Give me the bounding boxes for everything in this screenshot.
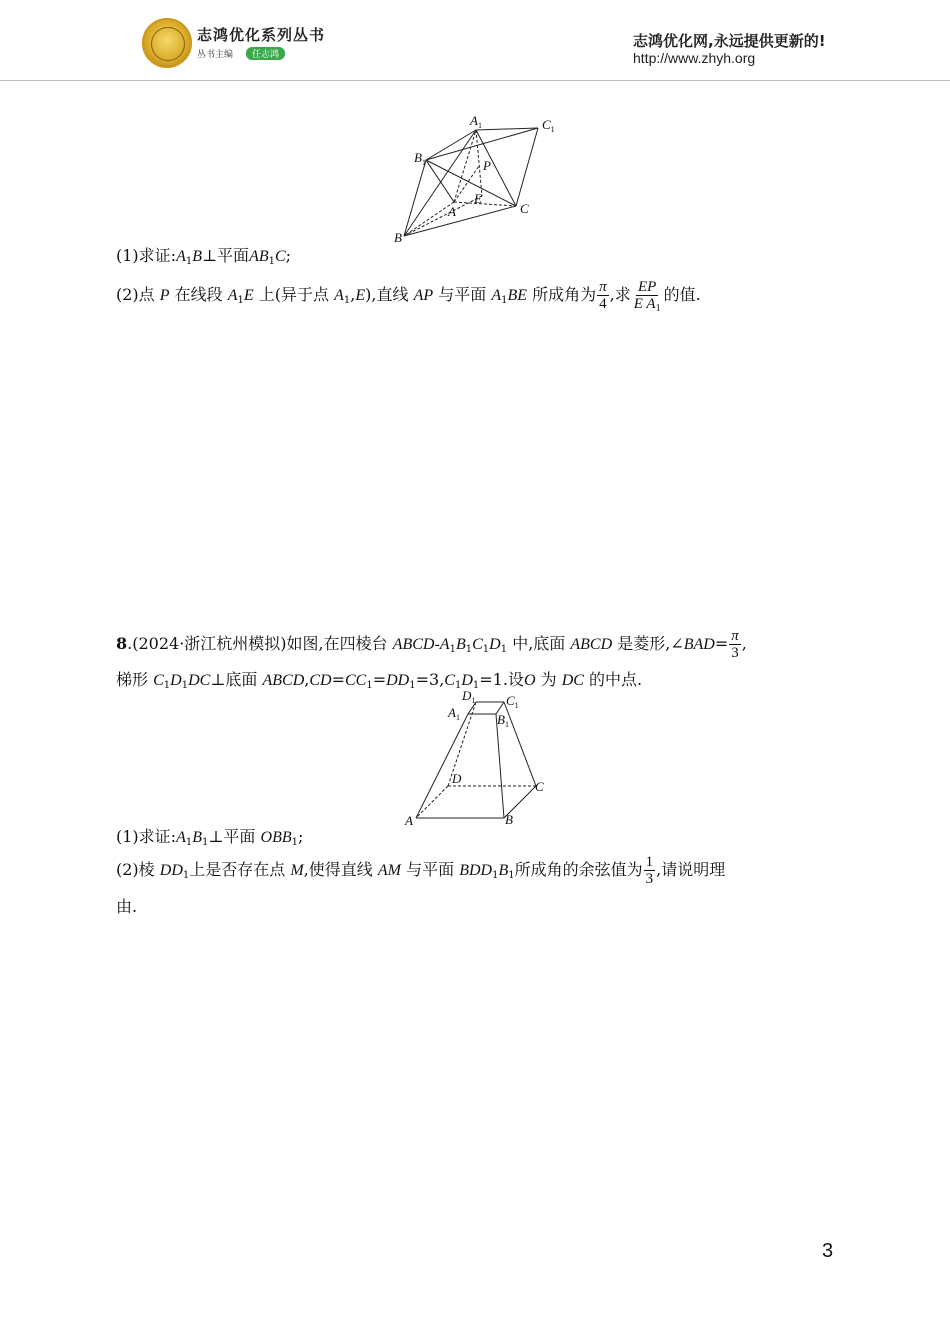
label-C1: $C_1$ [506,693,519,710]
label-A: A [405,813,413,828]
fraction-pi-over-4: $\frac{\pi}{4}$ [599,279,607,312]
q8-part2: (2)棱 $DD_1$上是否存在点 M,使得直线 AM 与平面 $BDD_1B_1$所成角的余弦值为 $\frac{1}{3}$ ,请说明理 [116,854,726,887]
q8-part1: (1)求证$:A_1B_1\perp$平面 $OBB_1$; [116,827,304,848]
label-C1: $C_1$ [542,117,555,134]
label-B: B [394,230,402,245]
label-E: E [474,191,482,206]
label-B: B [505,812,513,827]
label-P: P [483,158,491,173]
q8-number: 8 [116,634,128,653]
label-D1: $D_1$ [462,688,476,705]
header-divider [0,80,950,81]
q8-part2-continued: 由. [116,897,138,916]
q8-line1: 8.(2024·浙江杭州模拟)如图,在四棱台 ABCD-$A_1B_1C_1D_1$ 中,底面 ABCD 是菱形,∠BAD= $\frac{\pi}{3}$ , [116,628,747,661]
figure-frustum [398,688,558,830]
page-header [0,0,950,82]
label-D: D [452,771,462,786]
label-A: A [448,204,456,219]
label-C: C [535,779,544,794]
label-B1: $B_1$ [497,712,509,729]
page-number: 3 [822,1240,834,1262]
q7-part1: (1)求证$:A_1B\perp$平面$AB_1C$; [116,246,292,267]
fraction-ep-over-ea1: $\frac{EP}{E A_1}$ [633,279,661,314]
label-B1: $B_1$ [414,150,426,167]
series-logo-icon [142,18,192,68]
q7-part2: (2)点 P 在线段 $A_1E$ 上(异于点 $A_1,E$),直线 AP 与平面 $A_1BE$ 所成角为 $\frac{\pi}{4}$ ,求 $\frac{EP}{E A_1}$ 的值. [116,279,701,314]
fraction-one-third: $\frac{1}{3}$ [645,854,654,887]
series-title: 志鸿优化系列丛书 [197,26,326,44]
label-A1: $A_1$ [470,113,482,130]
fraction-pi-over-3: $\frac{\pi}{3}$ [731,628,739,661]
header-url: http://www.zhyh.org [633,50,756,66]
label-A1: $A_1$ [448,705,460,722]
label-C: C [520,201,529,216]
header-slogan: 志鸿优化网,永远提供更新的! [633,32,826,50]
figure-prism [390,110,570,248]
editor-badge: 任志鸿 [246,47,285,60]
q8-line2: 梯形 $C_1D_1DC\perp$底面 $ABCD,CD=CC_1=DD_1=3,C_1D_1=1$.设O 为 DC 的中点. [116,670,643,691]
series-editor-label: 丛书主编 [197,50,234,60]
